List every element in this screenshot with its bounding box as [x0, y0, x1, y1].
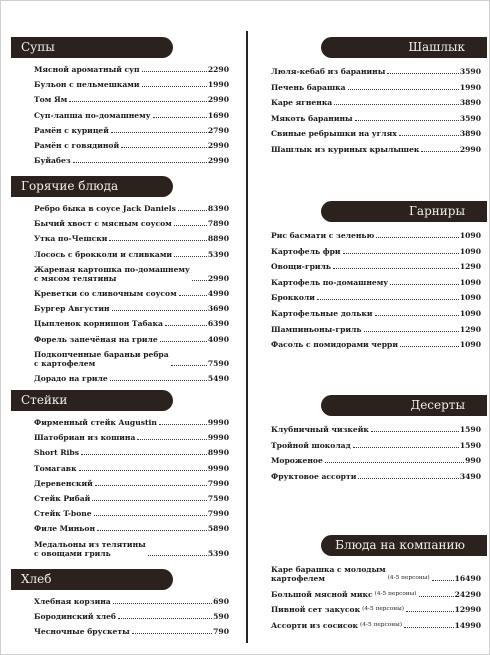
menu-item: [34, 374, 229, 383]
dot-leader: [142, 71, 207, 72]
menu-item-name: Жареная картошка по-домашнему с мясом телятины: [34, 264, 190, 283]
menu-item: [34, 612, 229, 621]
menu-item-price: 1090: [459, 340, 481, 350]
dot-leader: [160, 341, 207, 342]
menu-item-price: 3590: [459, 67, 481, 76]
section-desserts: [251, 395, 487, 487]
dot-leader: [113, 603, 212, 604]
menu-item: [34, 126, 229, 135]
menu-item-name: Стейк Рибай: [34, 493, 91, 503]
dot-leader: [92, 500, 207, 501]
menu-item-name: Шампиньоны-гриль: [271, 324, 362, 334]
menu-item: [271, 441, 481, 450]
menu-item-price: 24290: [454, 589, 481, 599]
menu-item-name: Картофельные дольки: [271, 308, 373, 318]
dot-leader: [192, 280, 207, 281]
menu-item-price: 5390: [207, 249, 229, 259]
menu-item-name: Short Ribs: [34, 448, 80, 458]
menu-item-price: 7590: [207, 358, 229, 368]
section-title: Стейки: [11, 390, 173, 411]
menu-item-price: 1990: [459, 82, 481, 92]
menu-item-name: Каре ягненка: [271, 98, 333, 108]
menu-item-name: Буйабез: [34, 156, 71, 166]
menu-item-name: Суп-лапша по-домашнему: [34, 110, 151, 120]
menu-item-list: [34, 65, 229, 165]
menu-item-name: Рис басмати с зеленью: [271, 231, 375, 240]
menu-item-name: Овощи-гриль: [271, 262, 332, 272]
dot-leader: [132, 633, 212, 634]
menu-item-name: Подкопченные бараньи ребра с картофелем: [34, 349, 169, 368]
menu-item-price: 6390: [207, 319, 229, 329]
menu-item: [34, 65, 229, 74]
dot-leader: [353, 447, 459, 448]
menu-item-name: Тройной шоколад: [271, 440, 351, 450]
menu-item: [271, 309, 481, 318]
dot-leader: [419, 596, 454, 597]
menu-item: [34, 289, 229, 298]
dot-leader: [121, 147, 207, 148]
dot-leader: [178, 210, 207, 211]
dot-leader: [390, 284, 459, 285]
dot-leader: [376, 237, 459, 238]
menu-item-name: Бычий хвост с мясным соусом: [34, 219, 172, 229]
menu-item: [271, 114, 481, 123]
menu-item-price: 690: [213, 597, 229, 606]
menu-item-name: Хлебная корзина: [34, 597, 111, 606]
menu-item-price: 3690: [207, 304, 229, 314]
menu-item: [271, 67, 481, 76]
menu-item: [34, 597, 229, 606]
menu-item-name: Пивной сет закусок: [271, 605, 361, 615]
dot-leader: [174, 225, 207, 226]
dot-leader: [112, 310, 207, 311]
dot-leader: [159, 424, 207, 425]
section-hot-dishes: [1, 176, 229, 389]
menu-item-price: 990: [465, 456, 481, 466]
dot-leader: [148, 555, 207, 556]
menu-item-name: Бургер Августин: [34, 304, 110, 314]
dot-leader: [404, 627, 454, 628]
menu-item: [34, 156, 229, 165]
menu-item-name: Том Ям: [34, 95, 68, 105]
menu-item-name: Чесночные брускеты: [34, 627, 130, 637]
menu-item-name: Форель запечёная на гриле: [34, 334, 158, 344]
menu-item: [271, 605, 481, 614]
menu-item-price: 2790: [207, 125, 229, 135]
menu-item: [34, 433, 229, 442]
menu-item: [34, 509, 229, 518]
menu-item-price: 1290: [459, 324, 481, 334]
menu-item: [34, 627, 229, 636]
menu-item-name: Стейк T-bone: [34, 509, 92, 519]
dot-leader: [355, 120, 459, 121]
menu-item-serving-note: (4-5 персоны): [387, 575, 430, 581]
menu-item-name: Бородинский хлеб: [34, 612, 116, 622]
menu-item: [271, 456, 481, 465]
menu-item: [34, 204, 229, 213]
dot-leader: [334, 104, 459, 105]
menu-item-name: Шашлык из куриных крылышек: [271, 144, 420, 154]
menu-item-price: 1090: [459, 231, 481, 240]
dot-leader: [317, 299, 459, 300]
menu-item-name: Ребро быка в соусе Jack Daniels: [34, 204, 176, 213]
dot-leader: [142, 86, 207, 87]
section-title: Хлеб: [11, 569, 173, 590]
section-title: Десерты: [321, 395, 487, 416]
menu-item-name: Мякоть баранины: [271, 113, 353, 123]
menu-item-name: Лосось с брокколи и сливками: [34, 249, 173, 259]
dot-leader: [387, 73, 459, 74]
menu-item-price: 8390: [207, 204, 229, 213]
menu-item-price: 7990: [207, 478, 229, 488]
menu-item-list: [34, 204, 229, 383]
menu-item-price: 3890: [459, 129, 481, 139]
menu-item: [34, 141, 229, 150]
menu-item-name: Фирменный стейк Augustin: [34, 418, 157, 427]
column-divider: [246, 31, 248, 643]
menu-item: [34, 80, 229, 89]
menu-item-name: Филе Миньон: [34, 524, 96, 534]
menu-item-price: 2990: [459, 144, 481, 154]
dot-leader: [73, 162, 207, 163]
menu-item-price: 9990: [207, 418, 229, 427]
dot-leader: [81, 454, 207, 455]
dot-leader: [432, 580, 454, 581]
menu-item-list: [271, 67, 481, 154]
menu-item-price: 2990: [207, 273, 229, 283]
dot-leader: [375, 315, 459, 316]
menu-item-price: 4990: [207, 288, 229, 298]
menu-item: [271, 262, 481, 271]
menu-item: [34, 524, 229, 533]
dot-leader: [137, 439, 206, 440]
menu-item-serving-note: (4-5 персоны): [362, 606, 404, 613]
menu-item: [271, 293, 481, 302]
menu-item-price: 7590: [207, 493, 229, 503]
menu-item-name: Креветки со сливочным соусом: [34, 288, 177, 298]
section-title: Блюда на компанию: [321, 535, 487, 556]
menu-item: [34, 494, 229, 503]
menu-item-name: Дорадо на гриле: [34, 373, 108, 383]
menu-item-name: Картофель по-домашнему: [271, 277, 389, 287]
menu-item: [34, 479, 229, 488]
menu-item-price: 3590: [459, 113, 481, 123]
menu-item-price: 1590: [459, 440, 481, 450]
menu-item: [271, 590, 481, 599]
dot-leader: [343, 253, 459, 254]
menu-item-name: Утка по-Чешски: [34, 234, 108, 244]
menu-item-price: 9990: [207, 433, 229, 443]
menu-item-name: Рамён с говядиной: [34, 140, 120, 150]
menu-item: [271, 425, 481, 434]
menu-item-price: 9990: [207, 463, 229, 473]
menu-item-price: 1990: [207, 80, 229, 90]
menu-item-name: Мороженое: [271, 456, 323, 466]
menu-item-price: 7890: [207, 219, 229, 229]
menu-item: [271, 472, 481, 481]
dot-leader: [69, 101, 207, 102]
menu-item: [34, 219, 229, 228]
menu-item-name: Рамён с курицей: [34, 125, 109, 135]
dot-leader: [111, 132, 207, 133]
menu-item-price: 2990: [207, 95, 229, 105]
dot-leader: [174, 256, 207, 257]
dot-leader: [109, 240, 207, 241]
dot-leader: [79, 470, 207, 471]
dot-leader: [364, 331, 459, 332]
menu-item-price: 2990: [207, 140, 229, 150]
menu-item-price: 5490: [207, 373, 229, 383]
menu-item-serving-note: (4-5 персоны): [360, 621, 402, 628]
dot-leader: [371, 431, 459, 432]
menu-item: [271, 83, 481, 92]
section-title: Супы: [11, 37, 173, 58]
menu-item-list: [271, 565, 481, 630]
menu-item: [34, 418, 229, 427]
section-sharing-dishes: [251, 535, 487, 636]
menu-item-name: Картофель фри: [271, 246, 341, 256]
dot-leader: [110, 380, 207, 381]
menu-item-price: 1090: [459, 293, 481, 303]
section-soups: [1, 37, 229, 171]
menu-item-price: 14990: [454, 620, 481, 630]
menu-item-serving-note: (4-5 персоны): [374, 590, 417, 597]
menu-item: [34, 95, 229, 104]
menu-item-list: [34, 597, 229, 636]
menu-item-price: 7990: [207, 509, 229, 519]
section-steaks: [1, 390, 229, 564]
menu-item-price: 8890: [207, 234, 229, 244]
menu-item-price: 12990: [454, 605, 481, 615]
menu-item: [271, 278, 481, 287]
dot-leader: [348, 89, 459, 90]
menu-item-name: Ассорти из сосисок: [271, 620, 359, 630]
menu-item-name: Деревенский: [34, 478, 93, 488]
menu-item-price: 1590: [459, 425, 481, 434]
dot-leader: [325, 462, 464, 463]
menu-item-price: 2290: [207, 65, 229, 74]
menu-item-price: 3890: [459, 98, 481, 108]
menu-item-name: Цыпленок корнишон Табака: [34, 319, 163, 329]
menu-item-price: 2990: [207, 156, 229, 166]
dot-leader: [171, 365, 207, 366]
dot-leader: [333, 268, 459, 269]
dot-leader: [421, 151, 458, 152]
dot-leader: [95, 485, 207, 486]
menu-item-price: 8990: [207, 448, 229, 458]
menu-item: [34, 350, 229, 368]
menu-item: [271, 247, 481, 256]
dot-leader: [153, 117, 207, 118]
menu-item-price: 16490: [454, 574, 481, 583]
dot-leader: [94, 515, 207, 516]
dot-leader: [399, 135, 459, 136]
menu-item: [271, 231, 481, 240]
menu-item-name: Брокколи: [271, 293, 315, 303]
menu-item-price: 3490: [459, 471, 481, 481]
menu-item-price: 590: [213, 612, 229, 622]
menu-item-price: 1690: [207, 110, 229, 120]
menu-item-price: 5390: [207, 548, 229, 558]
menu-item-name: Свиные ребрышки на углях: [271, 129, 397, 139]
section-title: Горячие блюда: [11, 176, 173, 197]
dot-leader: [406, 611, 454, 612]
section-bread: [1, 569, 229, 643]
menu-item: [34, 265, 229, 283]
menu-item-name: Люля-кебаб из баранины: [271, 67, 386, 76]
menu-item-name: Фруктовое ассорти: [271, 471, 357, 481]
menu-item-price: 1090: [459, 246, 481, 256]
section-title: Шашлык: [321, 37, 487, 58]
menu-item: [34, 335, 229, 344]
menu-item: [271, 129, 481, 138]
dot-leader: [118, 618, 212, 619]
menu-item: [34, 540, 229, 558]
section-garnishes: [251, 201, 487, 356]
menu-item-name: Большой мясной микс: [271, 589, 373, 599]
menu-item: [34, 319, 229, 328]
menu-item-name: Мясной ароматный суп: [34, 65, 140, 74]
dot-leader: [97, 530, 207, 531]
menu-item: [34, 464, 229, 473]
menu-item: [34, 111, 229, 120]
menu-item-price: 4090: [207, 334, 229, 344]
menu-item-list: [271, 425, 481, 481]
menu-item: [34, 304, 229, 313]
menu-item-price: 1090: [459, 308, 481, 318]
dot-leader: [179, 295, 207, 296]
menu-item: [271, 621, 481, 630]
menu-item-name: Томагавк: [34, 463, 77, 473]
menu-item: [271, 145, 481, 154]
menu-item-price: 790: [213, 627, 229, 637]
dot-leader: [165, 325, 207, 326]
menu-item-name: Бульон с пельмешками: [34, 80, 140, 90]
menu-item-name: Печень барашка: [271, 82, 346, 92]
menu-item: [271, 340, 481, 349]
menu-item: [34, 448, 229, 457]
dot-leader: [358, 478, 459, 479]
section-title: Гарниры: [321, 201, 487, 222]
menu-item-name: Шатобриан из кошина: [34, 433, 136, 443]
section-shashlik: [251, 37, 487, 161]
menu-item-list: [271, 231, 481, 349]
menu-item-price: 5890: [207, 524, 229, 534]
menu-item: [271, 98, 481, 107]
menu-item-name: Каре барашка с молодым картофелем: [271, 565, 386, 583]
dot-leader: [400, 346, 459, 347]
menu-item-price: 1090: [459, 277, 481, 287]
menu-item: [34, 234, 229, 243]
menu-item-list: [34, 418, 229, 558]
menu-item-name: Клубничный чизкейк: [271, 425, 369, 434]
menu-item: [271, 325, 481, 334]
menu-item: [271, 565, 481, 583]
menu-item: [34, 250, 229, 259]
menu-item-price: 1290: [459, 262, 481, 272]
menu-item-name: Фасоль с помидорами черри: [271, 340, 398, 350]
menu-item-name: Медальоны из телятины с овощами гриль: [34, 539, 146, 558]
